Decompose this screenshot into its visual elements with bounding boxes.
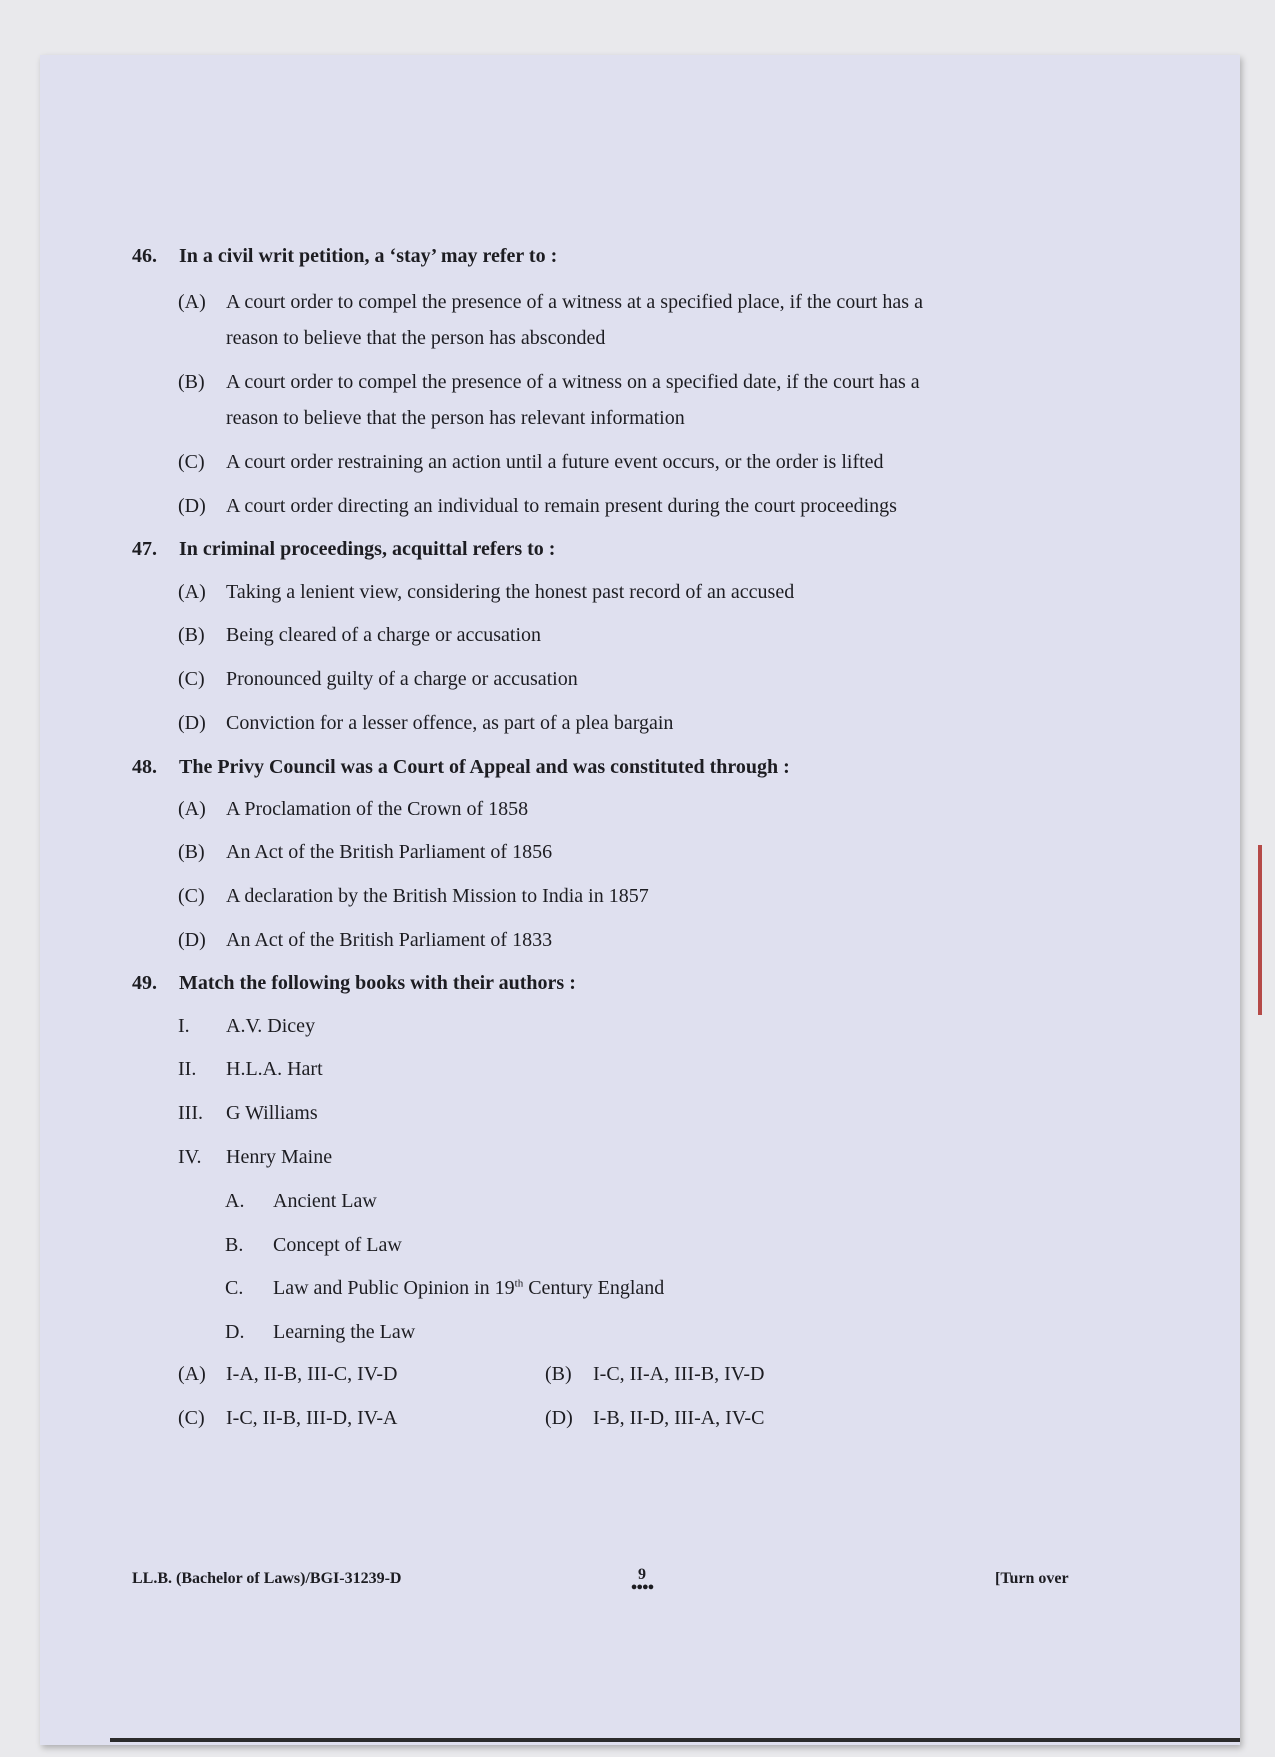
option-label: (A) <box>178 581 206 603</box>
option-text: I-C, II-A, III-B, IV-D <box>593 1363 765 1385</box>
q49-option-b <box>545 1356 764 1392</box>
option-text: A declaration by the British Mission to India in 1857 <box>226 885 649 907</box>
question-48 <box>132 756 790 779</box>
author-label: IV. <box>178 1146 202 1168</box>
option-label: (B) <box>178 841 205 863</box>
question-number: 46. <box>132 245 157 267</box>
option-label: (C) <box>178 1407 205 1429</box>
book-title-part1: Law and Public Opinion in 19 <box>273 1277 515 1299</box>
book-title-part2: Century England <box>523 1277 665 1299</box>
footer-page-number <box>612 1566 672 1593</box>
author-name: Henry Maine <box>226 1146 333 1168</box>
book-d <box>225 1321 415 1344</box>
option-label: (C) <box>178 668 205 690</box>
author-label: I. <box>178 1015 190 1037</box>
option-label: (D) <box>178 495 206 517</box>
book-c <box>225 1277 664 1300</box>
option-text: A Proclamation of the Crown of 1858 <box>226 798 529 820</box>
q48-option-d <box>178 922 552 958</box>
q49-option-a <box>178 1356 397 1392</box>
option-label: (B) <box>178 624 205 646</box>
q47-option-b <box>178 617 541 653</box>
option-label: (B) <box>545 1363 572 1385</box>
question-46 <box>132 245 557 268</box>
book-title: Ancient Law <box>273 1190 377 1212</box>
option-text: A court order restraining an action until a future event occurs, or the order is lifted <box>226 451 884 473</box>
book-b <box>225 1234 402 1257</box>
question-47 <box>132 538 555 561</box>
option-text-line1: A court order to compel the presence of a witness on a specified date, if the court has a <box>226 371 920 393</box>
option-text: Pronounced guilty of a charge or accusation <box>226 668 578 690</box>
option-text: Being cleared of a charge or accusation <box>226 624 542 646</box>
option-label: (A) <box>178 291 206 313</box>
book-title: Learning the Law <box>273 1321 416 1343</box>
question-number: 47. <box>132 538 157 560</box>
option-text-line1: A court order to compel the presence of a witness at a specified place, if the court has a <box>226 291 923 313</box>
option-text: Conviction for a lesser offence, as part of a plea bargain <box>226 712 674 734</box>
option-label: (D) <box>545 1407 573 1429</box>
question-number: 48. <box>132 756 157 778</box>
q49-option-c <box>178 1400 397 1436</box>
option-label: (C) <box>178 451 205 473</box>
author-label: III. <box>178 1102 203 1124</box>
option-text: An Act of the British Parliament of 1833 <box>226 929 553 951</box>
option-label: (C) <box>178 885 205 907</box>
q48-option-a <box>178 791 528 827</box>
book-label: B. <box>225 1234 244 1256</box>
question-text: The Privy Council was a Court of Appeal and was constituted through : <box>179 756 790 778</box>
q46-option-b <box>178 364 920 436</box>
book-label: D. <box>225 1321 245 1343</box>
q47-option-a <box>178 574 794 610</box>
author-name: A.V. Dicey <box>226 1015 316 1037</box>
page-bottom-edge <box>110 1738 1240 1742</box>
question-text: Match the following books with their authors : <box>179 972 576 994</box>
q48-option-b <box>178 834 552 870</box>
option-text: I-B, II-D, III-A, IV-C <box>593 1407 765 1429</box>
option-text-line2: reason to believe that the person has absconded <box>226 327 606 349</box>
option-text: Taking a lenient view, considering the honest past record of an accused <box>226 581 795 603</box>
book-title: Concept of Law <box>273 1234 402 1256</box>
q46-option-c <box>178 444 884 480</box>
option-label: (B) <box>178 371 205 393</box>
option-label: (D) <box>178 929 206 951</box>
option-label: (A) <box>178 1363 206 1385</box>
turn-over-note: [Turn over <box>995 1570 1069 1587</box>
q46-option-a <box>178 284 923 356</box>
option-text: An Act of the British Parliament of 1856 <box>226 841 553 863</box>
book-label: A. <box>225 1190 245 1212</box>
book-a <box>225 1190 377 1213</box>
author-1 <box>178 1008 315 1044</box>
question-text: In a civil writ petition, a ‘stay’ may refer to : <box>179 245 558 267</box>
option-text: A court order directing an individual to remain present during the court proceedings <box>226 495 897 517</box>
book-label: C. <box>225 1277 244 1299</box>
author-2 <box>178 1051 323 1087</box>
question-number: 49. <box>132 972 157 994</box>
footer-course-code: LL.B. (Bachelor of Laws)/BGI-31239-D <box>132 1570 402 1587</box>
question-49 <box>132 972 576 995</box>
author-label: II. <box>178 1058 197 1080</box>
option-label: (A) <box>178 798 206 820</box>
author-name: H.L.A. Hart <box>226 1058 323 1080</box>
page-number: 9 <box>638 1566 646 1583</box>
page-dots: ●●●● <box>630 1581 654 1593</box>
q49-option-d <box>545 1400 764 1436</box>
option-label: (D) <box>178 712 206 734</box>
option-text: I-A, II-B, III-C, IV-D <box>226 1363 398 1385</box>
question-text: In criminal proceedings, acquittal refers to : <box>179 538 556 560</box>
option-text-line2: reason to believe that the person has relevant information <box>226 407 685 429</box>
author-4 <box>178 1139 332 1175</box>
option-text: I-C, II-B, III-D, IV-A <box>226 1407 398 1429</box>
book-title-superscript: th <box>514 1277 524 1290</box>
q47-option-c <box>178 661 578 697</box>
edge-mark <box>1258 845 1262 1015</box>
author-name: G Williams <box>226 1102 318 1124</box>
q48-option-c <box>178 878 649 914</box>
q46-option-d <box>178 488 897 524</box>
q47-option-d <box>178 705 673 741</box>
author-3 <box>178 1095 318 1131</box>
